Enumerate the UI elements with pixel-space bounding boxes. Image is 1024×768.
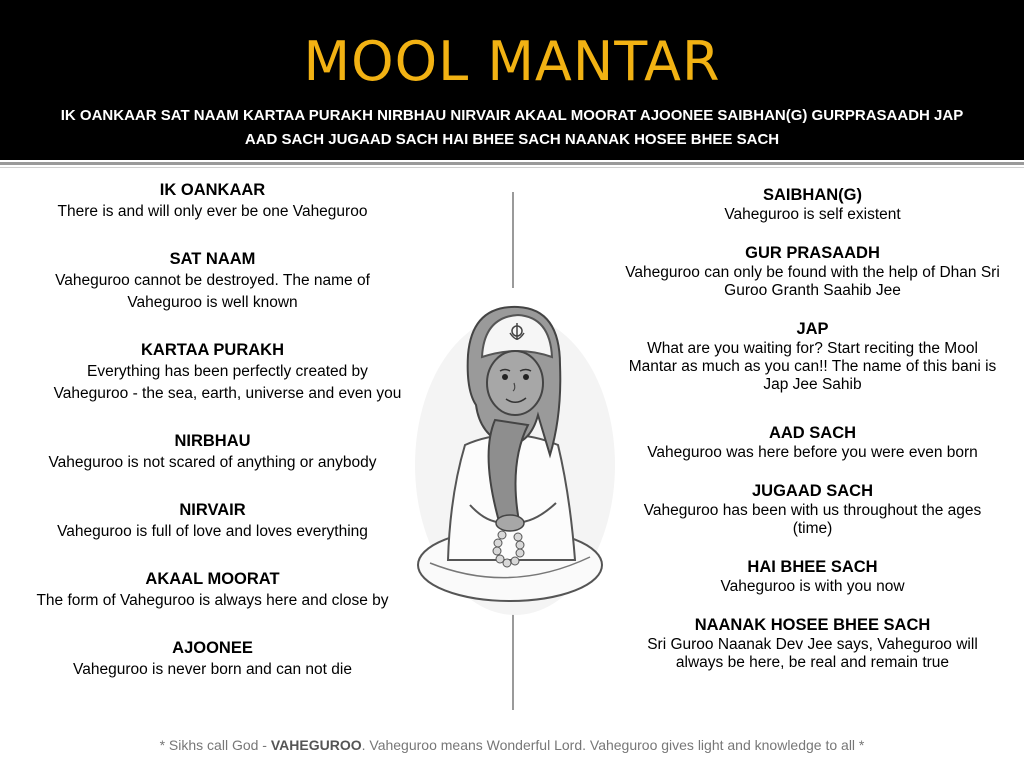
right-column	[625, 184, 1000, 690]
mantra-entry	[20, 430, 405, 474]
entry-meaning: Sri Guroo Naanak Dev Jee says, Vaheguroo will always be here, be real and remain true	[647, 636, 978, 671]
divider	[0, 167, 1024, 168]
mantra-entry	[625, 556, 1000, 596]
mantra-line-1: IK OANKAAR SAT NAAM KARTAA PURAKH NIRBHAU NIRVAIR AKAAL MOORAT AJOONEE SAIBHAN(G) GURPRASAADH JAP	[60, 107, 964, 124]
mantra-entry	[20, 637, 405, 681]
entry-term: SAIBHAN(G)	[763, 186, 862, 204]
entry-meaning: Vaheguroo has been with us throughout the ages (time)	[643, 502, 982, 537]
divider	[0, 162, 1024, 165]
mantra-entry	[625, 422, 1000, 462]
entry-term: NIRBHAU	[174, 432, 251, 450]
footer-suffix: . Vaheguroo means Wonderful Lord. Vaheguroo gives light and knowledge to all *	[361, 737, 865, 753]
footer-note	[0, 737, 1024, 753]
entry-meaning: Vaheguroo cannot be destroyed. The name of Vaheguroo is well known	[55, 272, 370, 311]
mantra-text	[8, 104, 1016, 152]
entry-term: NAANAK HOSEE BHEE SACH	[694, 616, 931, 634]
entry-meaning: There is and will only ever be one Vaheguroo	[57, 203, 368, 220]
center-divider-bottom	[512, 612, 514, 710]
entry-meaning: The form of Vaheguroo is always here and close by	[36, 592, 389, 609]
center-divider-top	[512, 192, 514, 288]
face	[487, 351, 543, 415]
mantra-entry	[625, 480, 1000, 538]
mantra-entry	[625, 614, 1000, 672]
entry-term: JUGAAD SACH	[751, 482, 873, 500]
footer-prefix: * Sikhs call God -	[159, 737, 271, 753]
entry-term: HAI BHEE SACH	[747, 558, 878, 576]
mantra-entry	[625, 184, 1000, 224]
hands	[496, 515, 524, 531]
mantra-entry	[20, 179, 405, 223]
mantra-entry	[20, 339, 405, 405]
entry-term: AKAAL MOORAT	[145, 570, 280, 588]
entry-meaning: What are you waiting for? Start reciting the Mool Mantar as much as you can!! The name of this bani is Jap Jee Sahib	[628, 340, 997, 393]
entry-term: IK OANKAAR	[159, 181, 266, 199]
mantra-entry	[625, 318, 1000, 394]
left-eye	[502, 374, 508, 380]
sikh-figure-illustration	[410, 295, 620, 615]
entry-term: KARTAA PURAKH	[141, 341, 284, 359]
entry-meaning: Vaheguroo is with you now	[720, 578, 905, 595]
entry-term: AJOONEE	[172, 639, 253, 657]
entry-meaning: Everything has been perfectly created by Vaheguroo - the sea, earth, universe and even you	[53, 363, 402, 402]
entry-meaning: Vaheguroo is self existent	[724, 206, 901, 223]
header-banner	[0, 0, 1024, 160]
entry-term: AAD SACH	[768, 424, 857, 442]
entry-meaning: Vaheguroo is full of love and loves everything	[57, 523, 368, 540]
entry-meaning: Vaheguroo can only be found with the help of Dhan Sri Guroo Granth Saahib Jee	[625, 264, 1000, 299]
entry-term: JAP	[796, 320, 829, 338]
entry-term: GUR PRASAADH	[745, 244, 880, 262]
entry-meaning: Vaheguroo is never born and can not die	[73, 661, 352, 678]
entry-meaning: Vaheguroo was here before you were even born	[647, 444, 978, 461]
entry-term: NIRVAIR	[179, 501, 246, 519]
mantra-line-2: AAD SACH JUGAAD SACH HAI BHEE SACH NAANAK HOSEE BHEE SACH	[244, 131, 780, 148]
mantra-entry	[625, 242, 1000, 300]
right-eye	[523, 374, 529, 380]
mantra-entry	[20, 568, 405, 612]
page-title: MOOL MANTAR	[303, 30, 721, 93]
entry-meaning: Vaheguroo is not scared of anything or anybody	[48, 454, 377, 471]
left-column	[20, 179, 405, 706]
entry-term: SAT NAAM	[169, 250, 256, 268]
mantra-entry	[20, 499, 405, 543]
footer-god-name: VAHEGUROO	[270, 737, 362, 753]
mantra-entry	[20, 248, 405, 314]
